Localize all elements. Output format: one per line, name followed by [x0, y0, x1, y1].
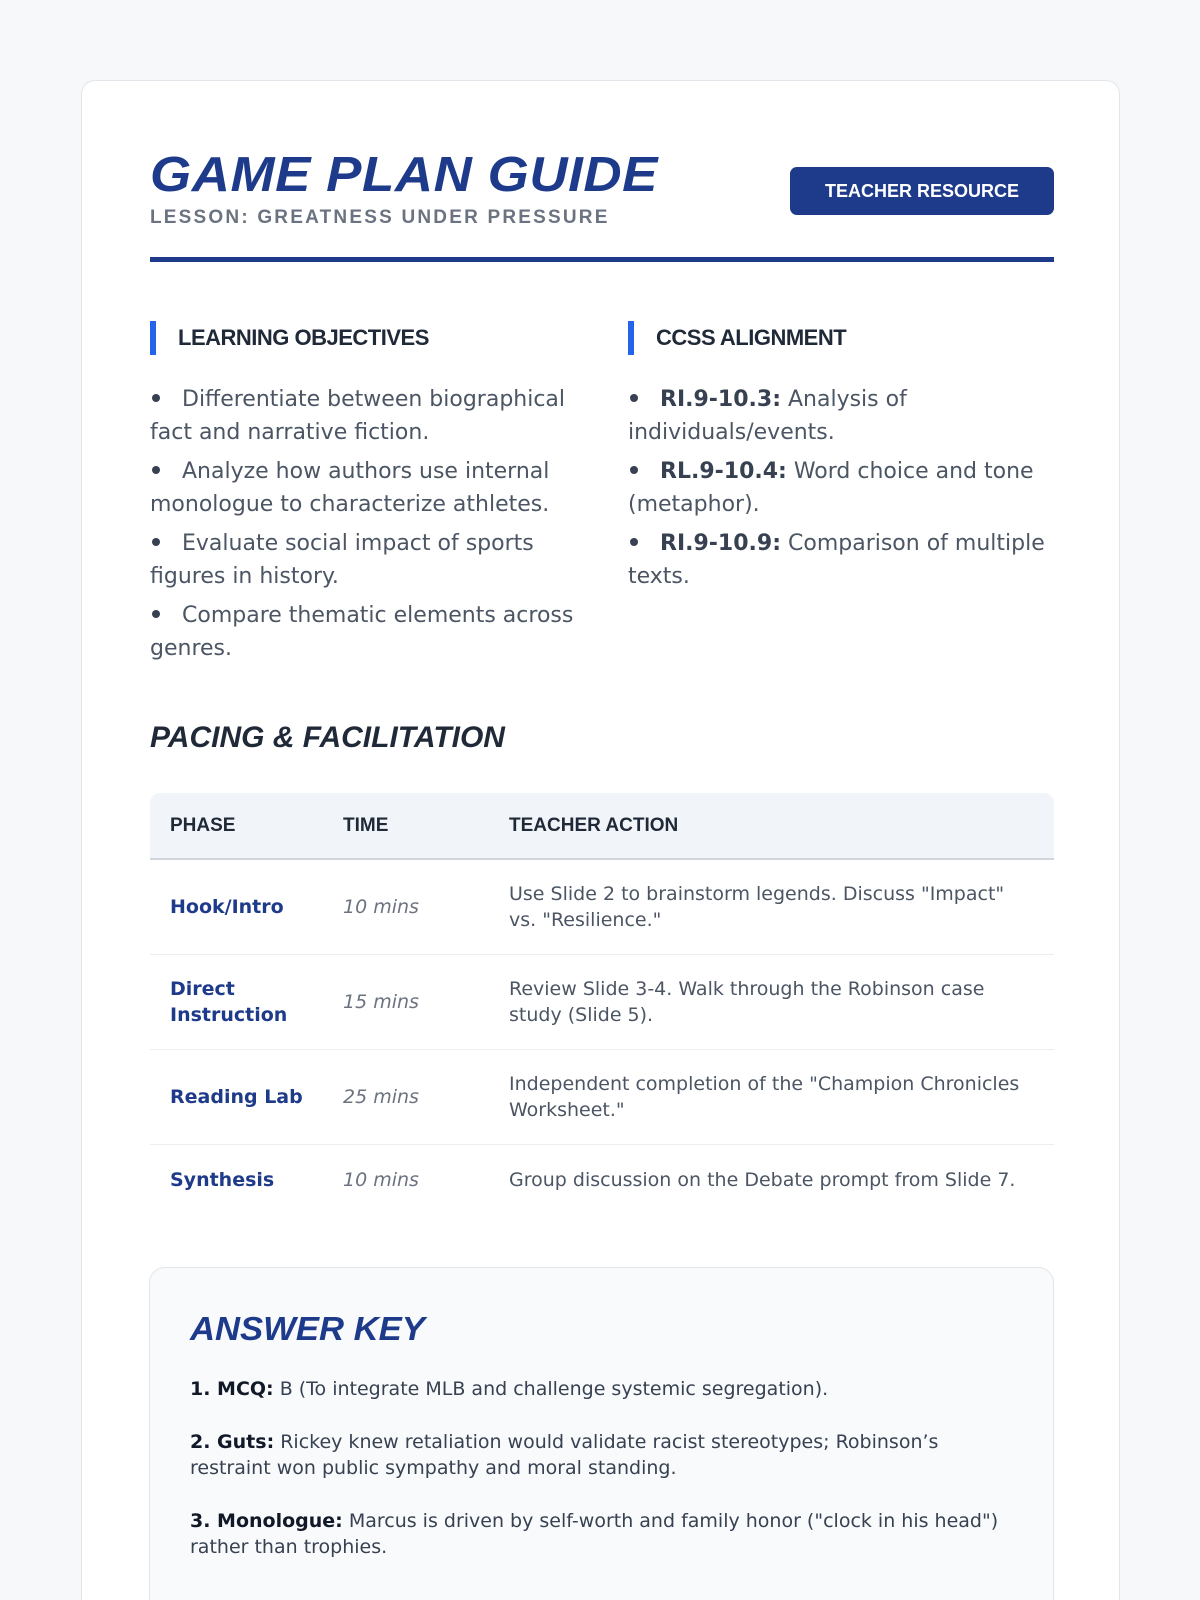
- phase-cell: Hook/Intro: [170, 896, 284, 918]
- answer-key-heading: ANSWER KEY: [190, 1310, 425, 1347]
- list-item: Differentiate between biographical fact and narrative fiction.: [150, 387, 566, 445]
- guide-header: [150, 147, 1054, 262]
- table-row: [150, 860, 1054, 955]
- time-cell: 10 mins: [343, 1169, 419, 1191]
- bullet-icon: [152, 394, 160, 402]
- ccss-alignment-section: [628, 321, 1054, 599]
- time-cell: 15 mins: [343, 991, 419, 1013]
- answer-list: [190, 1376, 1010, 1587]
- page-title: GAME PLAN GUIDE: [150, 148, 658, 202]
- table-row: [150, 1050, 1054, 1145]
- answer-key-panel: [149, 1267, 1054, 1600]
- answer-label: 2. Guts:: [190, 1431, 275, 1453]
- list-item: Evaluate social impact of sports figures in history.: [150, 531, 534, 589]
- table-header: [150, 793, 1054, 860]
- action-cell: Independent completion of the "Champion Chronicles Worksheet.": [509, 1073, 1020, 1121]
- table-row: [150, 1145, 1054, 1215]
- table-row: [150, 955, 1054, 1050]
- lesson-subtitle: LESSON: GREATNESS UNDER PRESSURE: [150, 207, 610, 228]
- bullet-icon: [630, 394, 638, 402]
- time-cell: 25 mins: [343, 1086, 419, 1108]
- standard-code: RI.9-10.9:: [660, 531, 781, 556]
- phase-cell: Direct Instruction: [170, 978, 288, 1026]
- teacher-resource-badge: TEACHER RESOURCE: [790, 167, 1054, 215]
- answer-item: 2. Guts: Rickey knew retaliation would validate racist stereotypes; Robinson’s restraint won public sympathy and moral standing.: [190, 1431, 939, 1479]
- column-header-phase: PHASE: [170, 814, 236, 836]
- answer-item: 1. MCQ: B (To integrate MLB and challenge systemic segregation).: [190, 1378, 829, 1400]
- ccss-list: [628, 383, 1054, 593]
- bullet-icon: [152, 538, 160, 546]
- guide-card: [81, 80, 1120, 1600]
- column-header-time: TIME: [343, 814, 389, 836]
- bullet-icon: [630, 538, 638, 546]
- list-item: RI.9-10.3: Analysis of individuals/events.: [628, 387, 907, 445]
- answer-label: 1. MCQ:: [190, 1378, 274, 1400]
- phase-cell: Reading Lab: [170, 1086, 303, 1108]
- list-item: Analyze how authors use internal monologue to characterize athletes.: [150, 459, 550, 517]
- time-cell: 10 mins: [343, 896, 419, 918]
- bullet-icon: [630, 466, 638, 474]
- pacing-heading: PACING & FACILITATION: [150, 721, 505, 754]
- bullet-icon: [152, 466, 160, 474]
- pacing-table: [150, 793, 1054, 1215]
- list-item: Compare thematic elements across genres.: [150, 603, 574, 661]
- learning-objectives-section: [150, 321, 590, 671]
- answer-item: 3. Monologue: Marcus is driven by self-worth and family honor ("clock in his head") rather than trophies.: [190, 1510, 999, 1558]
- phase-cell: Synthesis: [170, 1169, 275, 1191]
- standard-code: RI.9-10.3:: [660, 387, 781, 412]
- action-cell: Review Slide 3-4. Walk through the Robinson case study (Slide 5).: [509, 978, 985, 1026]
- ccss-alignment-heading: CCSS ALIGNMENT: [628, 321, 1054, 355]
- bullet-icon: [152, 610, 160, 618]
- objectives-list: [150, 383, 590, 665]
- list-item: RL.9-10.4: Word choice and tone (metaphor).: [628, 459, 1034, 517]
- learning-objectives-heading: LEARNING OBJECTIVES: [150, 321, 590, 355]
- column-header-action: TEACHER ACTION: [509, 814, 679, 836]
- action-cell: Use Slide 2 to brainstorm legends. Discuss "Impact" vs. "Resilience.": [509, 883, 1005, 931]
- standard-code: RL.9-10.4:: [660, 459, 787, 484]
- answer-label: 3. Monologue:: [190, 1510, 343, 1532]
- action-cell: Group discussion on the Debate prompt from Slide 7.: [509, 1169, 1016, 1191]
- list-item: RI.9-10.9: Comparison of multiple texts.: [628, 531, 1045, 589]
